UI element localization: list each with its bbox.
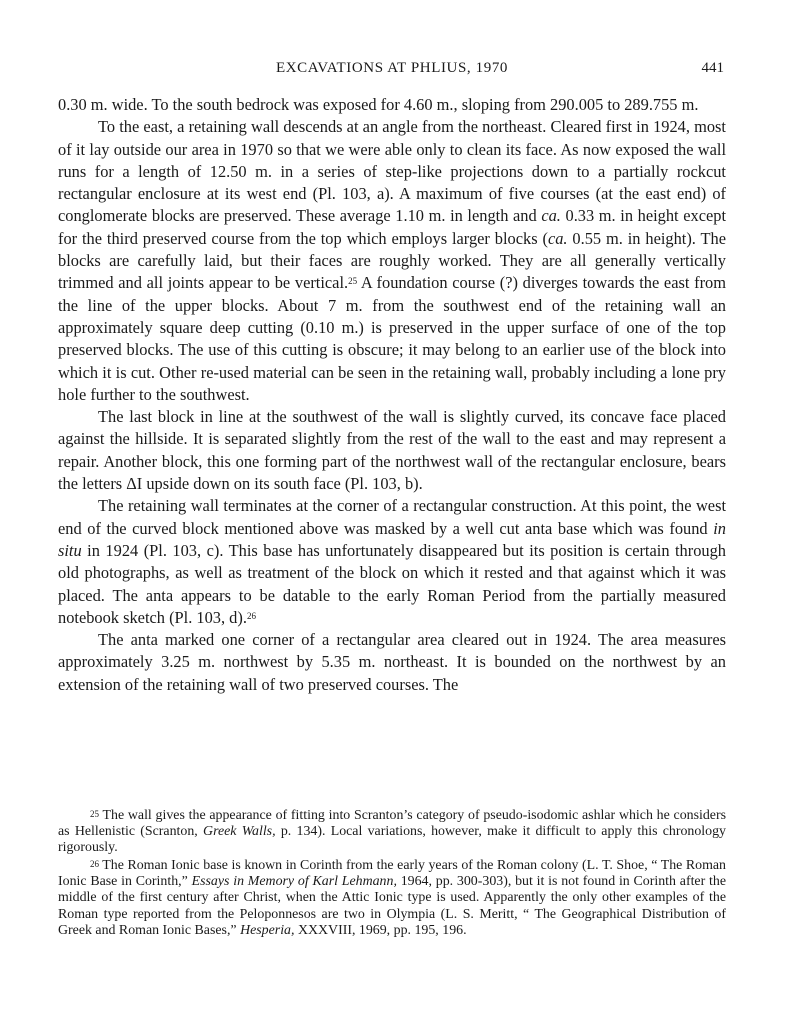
in-situ-term: in situ bbox=[58, 518, 726, 560]
paragraph-2-text-a: To the east, a retaining wall descends at an angle from the northeast. Cleared first in 1924, most of it lay outside our area in 1970 so that we were able only to clean its face. As now exposed the wall runs for a length of 12.50 m. in a series of step-like projections down to a partially rockcut rectangular enclosure at its west end (Pl. 103, a). A maximum of five courses (at the east end) of conglomerate blocks are preserved. These average 1.10 m. in length and bbox=[58, 117, 726, 226]
footnote-26-title-1: Essays in Memory of Karl Lehmann, bbox=[191, 874, 397, 890]
footnote-25 bbox=[58, 808, 726, 857]
paragraph-2 bbox=[58, 116, 726, 406]
paragraph-1: 0.30 m. wide. To the south bedrock was exposed for 4.60 m., sloping from 290.005 to 289.755 m. bbox=[58, 95, 699, 114]
footnote-26 bbox=[58, 858, 726, 939]
body-text bbox=[58, 94, 726, 696]
paragraph-2-text-c: 0.55 m. in height). The blocks are carefully laid, but their faces are roughly worked. They are all generally vertically trimmed and all joints appear to be vertical. bbox=[58, 228, 726, 293]
footnote-25-text-b: p. 134). Local variations, however, make it difficult to apply this chronology rigorously. bbox=[58, 824, 727, 856]
footnote-25-text-a: The wall gives the appearance of fitting into Scranton’s category of pseudo-isodomic ashlar which he considers as Hellenistic (Scranton, bbox=[58, 808, 726, 840]
footnote-26-number: 26 bbox=[90, 859, 99, 869]
page-number: 441 bbox=[701, 60, 724, 76]
paragraph-4-text-b: in 1924 (Pl. 103, c). This base has unfortunately disappeared but its position is certain through old photographs, as well as treatment of the block on which it rested and that against which it was placed. The anta appears to be datable to the early Roman Period from the partially measured notebook sketch (Pl. 103, d). bbox=[58, 540, 726, 627]
footnote-25-number: 25 bbox=[90, 809, 99, 819]
paragraph-5: The anta marked one corner of a rectangular area cleared out in 1924. The area measures approximately 3.25 m. northwest by 5.35 m. northeast. It is bounded on the northwest by an extension of the retaining wall of two preserved courses. The bbox=[58, 630, 726, 694]
running-head: EXCAVATIONS AT PHLIUS, 1970 bbox=[275, 60, 509, 76]
footnote-ref-25[interactable]: 25 bbox=[348, 276, 358, 287]
abbrev-circa-1: ca. bbox=[541, 206, 561, 226]
abbrev-circa-2: ca. bbox=[547, 228, 568, 248]
page-header bbox=[58, 60, 726, 82]
paragraph-4 bbox=[58, 495, 726, 629]
footnote-ref-26[interactable]: 26 bbox=[246, 610, 256, 621]
footnote-26-title-2: Hesperia, bbox=[240, 922, 295, 938]
footnote-26-text-c: XXXVIII, 1969, pp. 195, 196. bbox=[294, 922, 467, 938]
paragraph-2-text-d: A foundation course (?) diverges towards the east from the line of the upper blocks. About 7 m. from the southwest end of the retaining wall an approximately square deep cutting (0.10 m.) is preserved in the upper surface of one of the top preserved blocks. The use of this cutting is obscure; it may belong to an earlier use of the block into which it is cut. Other re-used material can be seen in the retaining wall, probably including a lone pry hole further to the southwest. bbox=[58, 273, 726, 404]
paragraph-3: The last block in line at the southwest of the wall is slightly curved, its concave face placed against the hillside. It is separated slightly from the rest of the wall to the east and may represent a repair. Another block, this one forming part of the northwest wall of the rectangular enclosure, bears the letters ΔΙ upside down on its south face (Pl. 103, b). bbox=[58, 407, 726, 494]
footnote-26-text-b: 1964, pp. 300-303), but it is not found in Corinth after the middle of the first century after Christ, when the Attic Ionic type is used. Apparently the only other examples of the Roman type reported from the Peloponnesos are two in Olympia (L. S. Meritt, “ The Geographical Distribution of Greek and Roman Ionic Bases,” bbox=[58, 874, 726, 938]
paragraph-4-text-a: The retaining wall terminates at the corner of a rectangular construction. At this point, the west end of the curved block mentioned above was masked by a well cut anta base which was found bbox=[58, 496, 726, 538]
footnote-26-text-a: The Roman Ionic base is known in Corinth from the early years of the Roman colony (L. T. Shoe, “ The Roman Ionic Base in Corinth,” bbox=[58, 858, 726, 890]
paragraph-2-text-b: 0.33 m. in height except for the third preserved course from the top which employs larger blocks ( bbox=[58, 206, 726, 248]
footnote-25-title: Greek Walls, bbox=[203, 824, 276, 840]
